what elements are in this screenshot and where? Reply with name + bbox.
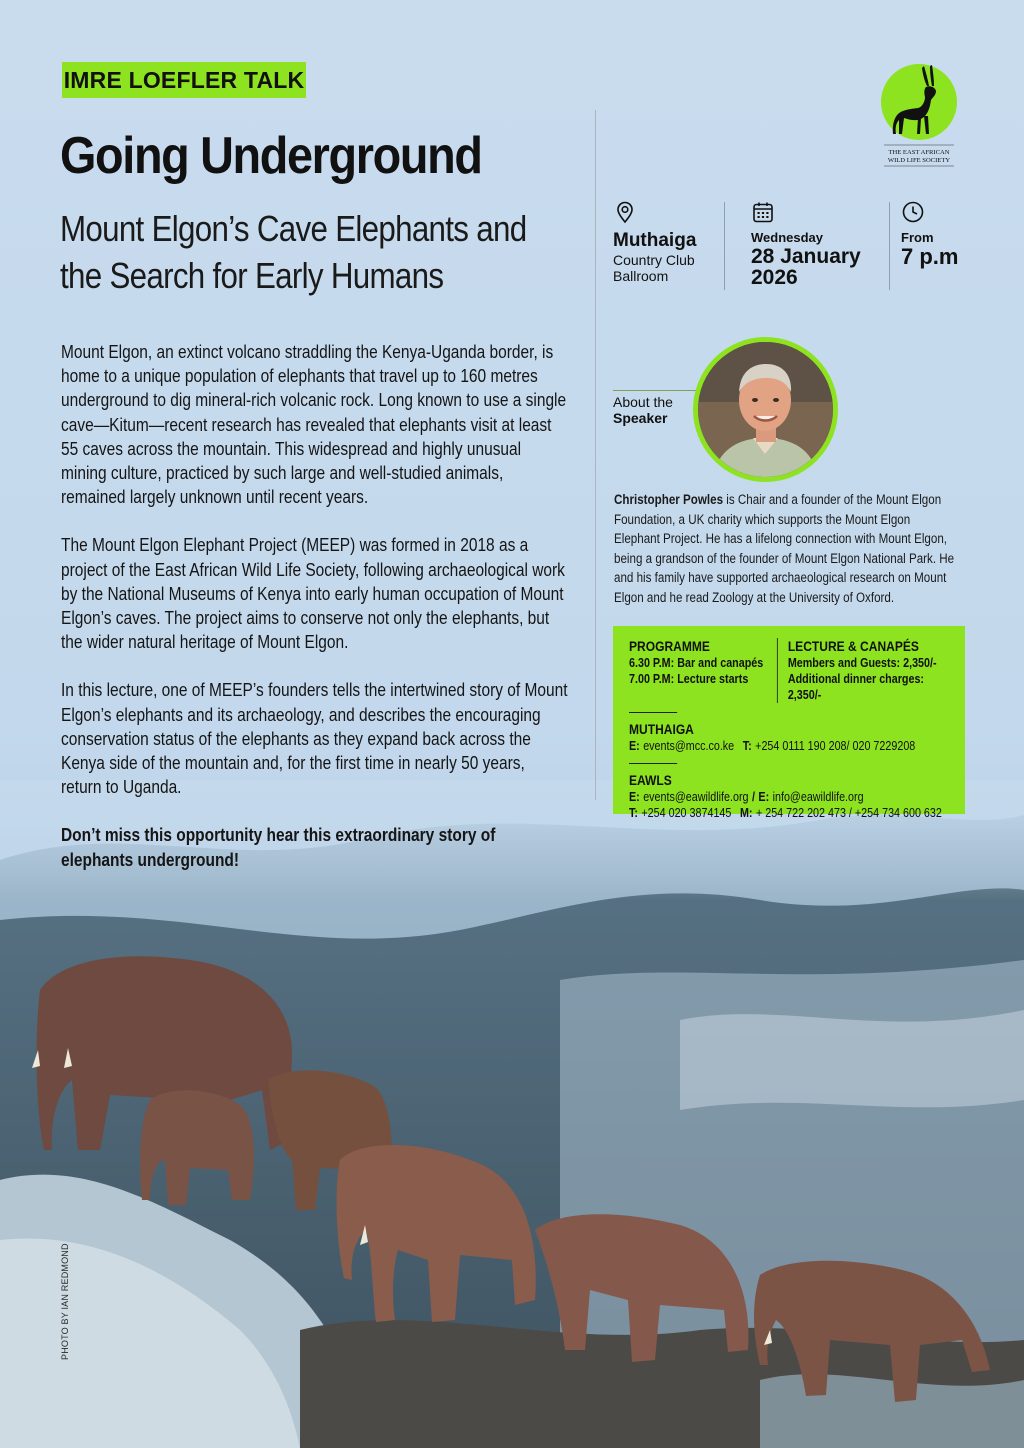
- email-label: E:: [758, 790, 770, 804]
- phone-label: T:: [742, 739, 752, 753]
- event-series-tag: IMRE LOEFLER TALK: [62, 62, 306, 98]
- about-line-2: Speaker: [613, 410, 668, 426]
- eawls-emails: [629, 789, 960, 805]
- programme-heading: PROGRAMME: [629, 638, 710, 654]
- speaker-bio-text: is Chair and a founder of the Mount Elgon Foundation, a UK charity which supports the Mount Elgon Elephant Project. He has a lifelong connection with Mount Elgon, being a grandson of the founder of Mount Elgon National Park. He and his family have supported archaeological research on Mount Elgon and he read Zoology at the University of Oxford.: [614, 492, 955, 605]
- email-label: E:: [629, 790, 640, 804]
- page-title: Going Underground: [60, 127, 482, 185]
- clock-icon: [901, 200, 925, 224]
- email-label: E:: [629, 739, 640, 753]
- article-body: [61, 340, 568, 896]
- lecture-section: [777, 638, 960, 703]
- eawls-email-info[interactable]: info@eawildlife.org: [772, 790, 864, 804]
- logo-text-1: THE EAST AFRICAN: [888, 149, 950, 156]
- info-divider-2: [889, 202, 890, 290]
- box-rule: [629, 763, 677, 764]
- speaker-bio: [614, 490, 958, 607]
- venue-line-2: Country Club: [613, 252, 695, 268]
- programme-item: 6.30 P.M: Bar and canapés: [629, 656, 764, 670]
- eawls-email-events[interactable]: events@eawildlife.org: [643, 790, 749, 804]
- venue-line-3: Ballroom: [613, 268, 669, 284]
- email-separator: /: [751, 790, 755, 804]
- about-line-1: About the: [613, 394, 673, 410]
- details-box: [613, 626, 965, 820]
- event-year: 2026: [751, 266, 798, 289]
- muthaiga-contacts: [629, 738, 960, 754]
- speaker-portrait: [698, 342, 833, 477]
- speaker-photo: [693, 337, 838, 482]
- muthaiga-email[interactable]: events@mcc.co.ke: [643, 739, 735, 753]
- lecture-heading: LECTURE & CANAPÉS: [787, 638, 919, 654]
- column-divider: [595, 110, 596, 800]
- subtitle: Mount Elgon’s Cave Elephants and the Search for Early Humans: [60, 208, 527, 296]
- eawls-logo: [878, 60, 960, 170]
- calendar-icon: [751, 200, 775, 224]
- lecture-price: Members and Guests: 2,350/-: [787, 656, 937, 670]
- event-time: 7 p.m: [901, 244, 959, 269]
- time-info: [901, 200, 1001, 268]
- eawls-heading: EAWLS: [629, 772, 672, 788]
- muthaiga-phone[interactable]: +254 0111 190 208/ 020 7229208: [755, 739, 916, 753]
- call-to-action: Don’t miss this opportunity hear this extraordinary story of elephants underground!: [61, 825, 496, 870]
- body-paragraph-1: Mount Elgon, an extinct volcano straddling the Kenya-Uganda border, is home to a unique population of elephants that travel up to 160 metres underground to dig mineral-rich volcanic rock. Long known to use a single cave—Kitum—recent research has revealed that elephants visit at least 55 caves across the mountain. This widespread and highly unusual mining culture, practiced by such large and well-studied animals, remained largely unknown until recent years.: [61, 342, 567, 508]
- photo-credit: PHOTO BY IAN REDMOND: [60, 1243, 70, 1360]
- date-info: [751, 200, 881, 288]
- programme-section: [629, 638, 777, 703]
- speaker-name: Christopher Powles: [614, 492, 724, 507]
- time-prefix: From: [901, 230, 934, 245]
- lecture-price: Additional dinner charges: 2,350/-: [787, 672, 925, 702]
- mobile-label: M:: [739, 806, 753, 820]
- muthaiga-heading: MUTHAIGA: [629, 721, 694, 737]
- eawls-phones: [629, 805, 960, 821]
- info-divider-1: [724, 202, 725, 290]
- box-rule: [629, 712, 677, 713]
- location-pin-icon: [613, 200, 637, 224]
- eawls-phone[interactable]: +254 020 3874145: [641, 806, 732, 820]
- event-day: Wednesday: [751, 230, 824, 245]
- phone-label: T:: [629, 806, 638, 820]
- venue-info: [613, 200, 721, 284]
- programme-item: 7.00 P.M: Lecture starts: [629, 672, 749, 686]
- about-speaker-label: [613, 394, 673, 426]
- venue-name: Muthaiga: [613, 230, 697, 251]
- logo-text-2: WILD LIFE SOCIETY: [887, 157, 951, 164]
- body-paragraph-3: In this lecture, one of MEEP’s founders tells the intertwined story of Mount Elgon’s elephants and its archaeology, and describes the encouraging conservation status of the elephants as they expand back across the Kenya side of the mountain and, for the first time in nearly 50 years, return to Uganda.: [61, 680, 568, 798]
- eawls-mobile[interactable]: + 254 722 202 473 / +254 734 600 632: [755, 806, 942, 820]
- body-paragraph-2: The Mount Elgon Elephant Project (MEEP) was formed in 2018 as a project of the East African Wild Life Society, following archaeological work by the National Museums of Kenya into early human occupation of Mount Elgon’s caves. The project aims to conserve not only the elephants, but the wider natural heritage of Mount Elgon.: [61, 535, 565, 653]
- about-rule: [613, 390, 699, 391]
- event-date: 28 January: [751, 245, 861, 268]
